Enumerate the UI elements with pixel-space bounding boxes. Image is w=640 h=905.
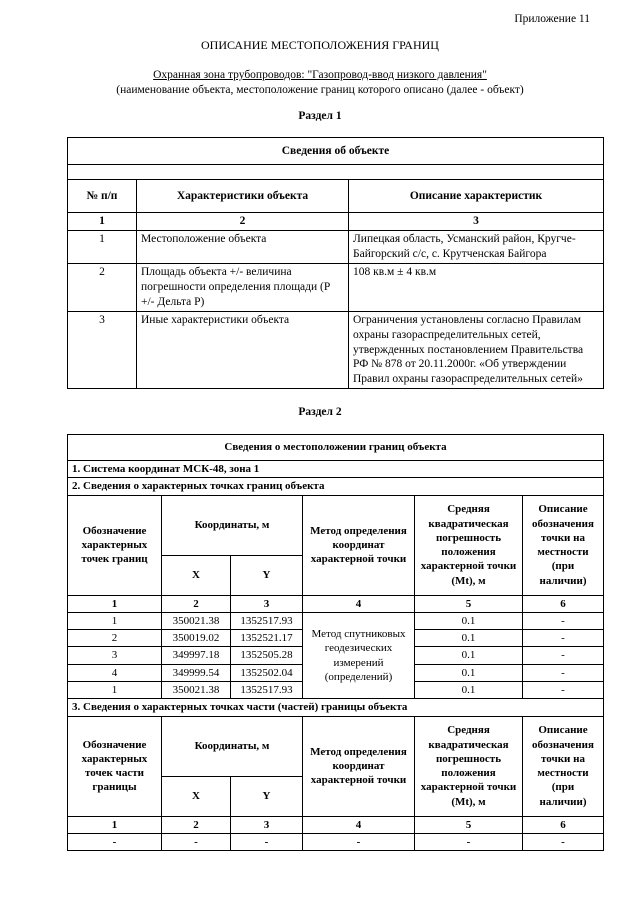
index-cell: 2 <box>162 816 231 833</box>
point-number: 1 <box>68 682 162 699</box>
part-cell: - <box>303 833 415 850</box>
row-number: 3 <box>68 311 137 389</box>
part-cell: - <box>162 833 231 850</box>
index-cell: 3 <box>231 816 303 833</box>
index-cell: 6 <box>523 595 604 612</box>
col-desc-header: Описание характеристик <box>349 180 604 213</box>
col-num-header: № п/п <box>68 180 137 213</box>
index-cell: 5 <box>415 816 523 833</box>
y-header: Y <box>231 555 303 595</box>
part-cell: - <box>523 833 604 850</box>
points-subtitle: 2. Сведения о характерных точках границ объекта <box>68 478 604 495</box>
part-cell: - <box>231 833 303 850</box>
coord-system-row: 1. Система координат МСК-48, зона 1 <box>68 461 604 478</box>
point-mt: 0.1 <box>415 630 523 647</box>
part-y-header: Y <box>231 776 303 816</box>
object-name: Охранная зона трубопроводов: "Газопровод-ввод низкого давления" <box>153 69 487 81</box>
point-x: 349999.54 <box>162 664 231 681</box>
section1-table <box>67 137 604 389</box>
table-row <box>68 311 604 389</box>
part-coords-header: Координаты, м <box>162 716 303 776</box>
index-cell: 4 <box>303 816 415 833</box>
table-row <box>68 612 604 629</box>
method-cell: Метод спутниковых геодезических измерений (определений) <box>303 612 415 698</box>
point-desc: - <box>523 664 604 681</box>
part-cell: - <box>68 833 162 850</box>
point-x: 350021.38 <box>162 682 231 699</box>
coords-header: Координаты, м <box>162 495 303 555</box>
error-header: Средняя квадратическая погрешность положения характерной точки (Mt), м <box>415 495 523 595</box>
row-characteristic: Площадь объекта +/- величина погрешности определения площади (P +/- Дельта P) <box>137 263 349 311</box>
point-y: 1352517.93 <box>231 682 303 699</box>
table-row <box>68 833 604 850</box>
point-y: 1352521.17 <box>231 630 303 647</box>
table-row <box>68 230 604 263</box>
row-number: 1 <box>68 230 137 263</box>
point-mt: 0.1 <box>415 682 523 699</box>
point-y: 1352502.04 <box>231 664 303 681</box>
point-y: 1352517.93 <box>231 612 303 629</box>
index-cell: 3 <box>349 213 604 231</box>
point-x: 349997.18 <box>162 647 231 664</box>
part-desc-header: Описание обозначения точки на местности (при наличии) <box>523 716 604 816</box>
index-cell: 5 <box>415 595 523 612</box>
section2-table <box>67 434 604 851</box>
point-desc: - <box>523 647 604 664</box>
spacer-row <box>68 165 604 180</box>
index-cell: 1 <box>68 816 162 833</box>
point-number: 4 <box>68 664 162 681</box>
index-cell: 6 <box>523 816 604 833</box>
point-x: 350021.38 <box>162 612 231 629</box>
appendix-label: Приложение 11 <box>514 13 590 25</box>
part-method-header: Метод определения координат характерной точки <box>303 716 415 816</box>
parts-subtitle: 3. Сведения о характерных точках части (частей) границы объекта <box>68 699 604 716</box>
row-description: Ограничения установлены согласно Правилам охраны газораспределительных сетей, утвержденных постановлением Правительства РФ № 878 от 20.11.2000г. «Об утверждении Правил охраны газораспределительных сетей» <box>349 311 604 389</box>
section2-title: Раздел 2 <box>298 406 342 418</box>
index-cell: 4 <box>303 595 415 612</box>
part-cell: - <box>415 833 523 850</box>
section1-table-title: Сведения об объекте <box>68 138 604 165</box>
row-description: Липецкая область, Усманский район, Кругче-Байгорский с/с, с. Крутченская Байгора <box>349 230 604 263</box>
index-cell: 3 <box>231 595 303 612</box>
row-description: 108 кв.м ± 4 кв.м <box>349 263 604 311</box>
point-mt: 0.1 <box>415 664 523 681</box>
part-x-header: X <box>162 776 231 816</box>
index-cell: 1 <box>68 595 162 612</box>
point-desc: - <box>523 630 604 647</box>
point-desc: - <box>523 682 604 699</box>
point-desc: - <box>523 612 604 629</box>
page-title: ОПИСАНИЕ МЕСТОПОЛОЖЕНИЯ ГРАНИЦ <box>201 38 439 52</box>
section1-title: Раздел 1 <box>298 110 342 122</box>
table-row <box>68 263 604 311</box>
point-mt: 0.1 <box>415 647 523 664</box>
point-mt: 0.1 <box>415 612 523 629</box>
x-header: X <box>162 555 231 595</box>
index-cell: 1 <box>68 213 137 231</box>
col-char-header: Характеристики объекта <box>137 180 349 213</box>
part-point-header: Обозначение характерных точек части границы <box>68 716 162 816</box>
index-cell: 2 <box>162 595 231 612</box>
point-number: 3 <box>68 647 162 664</box>
row-characteristic: Местоположение объекта <box>137 230 349 263</box>
section2-table-title: Сведения о местоположении границ объекта <box>68 435 604 461</box>
index-cell: 2 <box>137 213 349 231</box>
point-y: 1352505.28 <box>231 647 303 664</box>
method-header: Метод определения координат характерной точки <box>303 495 415 595</box>
row-number: 2 <box>68 263 137 311</box>
point-number: 1 <box>68 612 162 629</box>
point-number: 2 <box>68 630 162 647</box>
object-hint: (наименование объекта, местоположение границ которого описано (далее - объект) <box>116 84 524 96</box>
row-characteristic: Иные характеристики объекта <box>137 311 349 389</box>
part-error-header: Средняя квадратическая погрешность положения характерной точки (Mt), м <box>415 716 523 816</box>
point-header: Обозначение характерных точек границ <box>68 495 162 595</box>
desc-header: Описание обозначения точки на местности (при наличии) <box>523 495 604 595</box>
point-x: 350019.02 <box>162 630 231 647</box>
